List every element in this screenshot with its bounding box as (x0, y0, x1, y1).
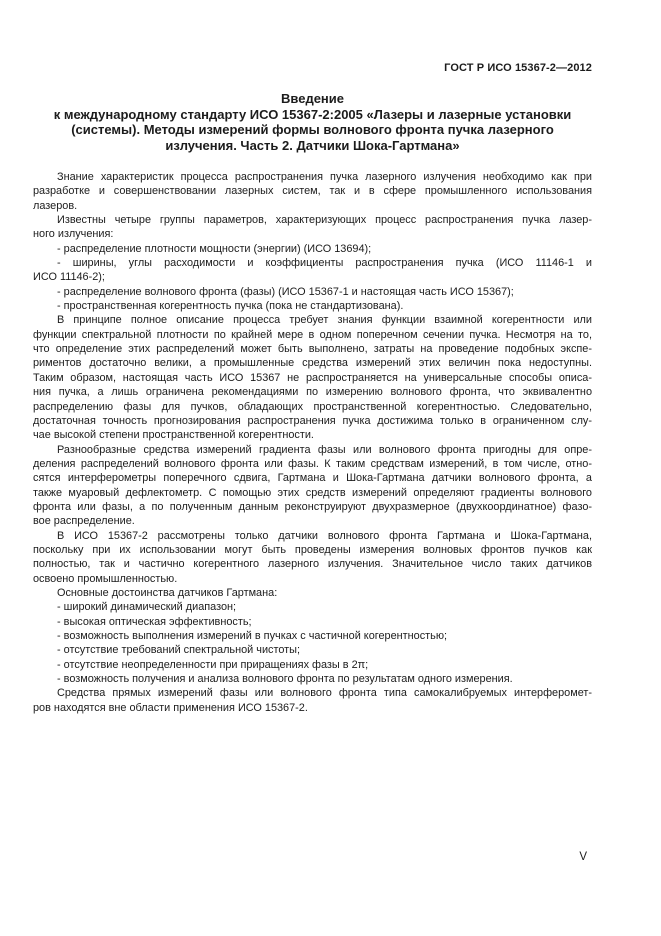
text-line: - ширины, углы расходимости и коэффициенты распространения пучка (ИСО 11146-1 и (57, 257, 592, 270)
page-number: V (579, 851, 587, 863)
title-line-2: к международному стандарту ИСО 15367-2:2005 «Лазеры и лазерные установки (53, 106, 572, 122)
text-line: фронта или фазы, а по полученным данным реконструируют двухразмерное (двухкоординатное) фазо- (33, 500, 592, 513)
text-line: поскольку при их использовании могут быть проведены измерения волновых фронтов пучков как (33, 543, 592, 556)
text-line: В ИСО 15367-2 рассмотрены только датчики волнового фронта Гартмана и Шока-Гартмана, (57, 529, 592, 542)
text-line: функции спектральной плотности по крайней мере в одном поперечном сечении пучка. Несмотря на то, (33, 328, 592, 341)
text-line: Известны четыре группы параметров, характеризующих процесс распространения пучка лазер- (57, 214, 592, 227)
text-line: вое распределение. (33, 515, 135, 528)
text-line: В принципе полное описание процесса требует знания функции взаимной когерентности или (57, 314, 592, 327)
text-line: полностью, так и частично когерентного лазерного излучения. Значительное число таких датчиков (33, 558, 592, 571)
text-line: разработке и совершенствовании лазерных систем, так и в сфере промышленного использования (33, 185, 592, 198)
text-line: ния пучка, а лишь ограничена рекомендациями по измерению волнового фронта, что эквивалентно (33, 386, 592, 399)
text-line: распределению фазы для пучков, обладающих пространственной когерентностью. Следовательно, (33, 400, 592, 413)
text-line: Разнообразные средства измерений градиента фазы или волнового фронта пригодны для опре- (57, 443, 592, 456)
text-line: Таким образом, настоящая часть ИСО 15367 не распространяется на универсальные способы описа- (33, 371, 592, 384)
text-line: ров находятся вне области применения ИСО 15367-2. (33, 701, 308, 714)
standard-code-header: ГОСТ Р ИСО 15367-2—2012 (444, 62, 592, 74)
text-line: - отсутствие неопределенности при приращениях фазы в 2π; (57, 658, 369, 671)
text-line: ИСО 11146-2); (33, 271, 105, 284)
title-line-3: (системы). Методы измерений формы волнового фронта пучка лазерного (71, 122, 554, 137)
text-line: Основные достоинства датчиков Гартмана: (57, 586, 278, 599)
text-line: также муаровый дефлектометр. С помощью этих средств измерений определяют градиенты волнового (33, 486, 592, 499)
text-line: риментов достаточно велики, а промышленные средства измерений этих величин пока недоступны. (33, 357, 592, 370)
text-line: - высокая оптическая эффективность; (57, 615, 252, 628)
introduction-title (33, 91, 592, 153)
text-line: - широкий динамический диапазон; (57, 601, 237, 614)
text-line: Знание характеристик процесса распространения пучка лазерного излучения необходимо как при (57, 171, 592, 183)
text-line: сятся интерферометры поперечного сдвига, Гартмана и Шока-Гартмана датчики волнового фронта, а (33, 472, 592, 485)
text-line: Средства прямых измерений фазы или волнового фронта типа самокалибруемых интерферомет- (57, 687, 592, 700)
text-line: - отсутствие требований спектральной чистоты; (57, 644, 301, 657)
title-line-4: излучения. Часть 2. Датчики Шока-Гартмана» (165, 137, 460, 153)
text-line: достаточная точность прогнозирования распространения пучка достижима только в ограниченном слу- (33, 414, 592, 427)
text-line: - возможность получения и анализа волнового фронта по результатам одного измерения. (57, 673, 513, 686)
text-line: деления распределений волнового фронта или фазы. К таким средствам измерений, в том числе, отно- (33, 457, 592, 470)
text-line: - возможность выполнения измерений в пучках с частичной когерентностью; (57, 630, 448, 642)
text-line: - распределение волнового фронта (фазы) (ИСО 15367-1 и настоящая часть ИСО 15367); (57, 285, 514, 298)
text-line: ного излучения: (33, 228, 114, 241)
text-line: - пространственная когерентность пучка (пока не стандартизована). (57, 300, 404, 313)
text-line: что определение этих распределений может быть выполнено, затраты на проведение подобных экспе- (33, 343, 592, 356)
text-line: освоено промышленностью. (33, 572, 178, 585)
text-line: лазеров. (33, 199, 78, 212)
text-line: чае высокой степени пространственной когерентности. (33, 429, 314, 442)
text-line: - распределение плотности мощности (энергии) (ИСО 13694); (57, 242, 372, 255)
title-line-1: Введение (281, 91, 344, 106)
introduction-body (33, 170, 592, 715)
